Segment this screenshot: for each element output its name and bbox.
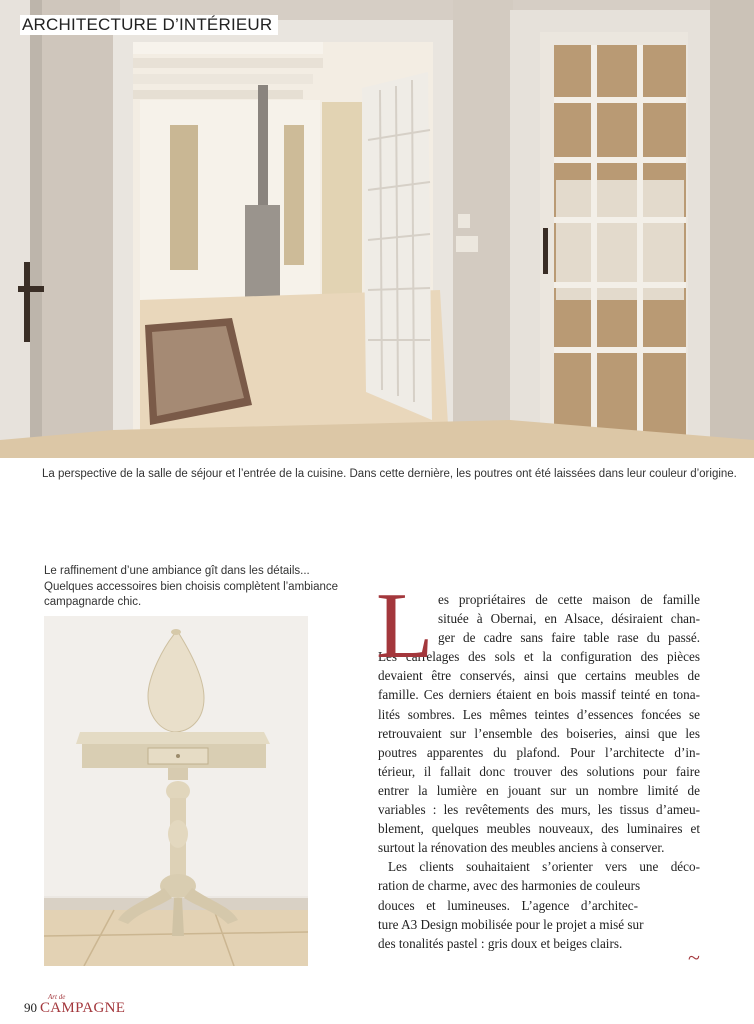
end-of-article-mark: ~ bbox=[688, 945, 700, 970]
article-body bbox=[376, 574, 700, 953]
magazine-logo-name: CAMPAGNE bbox=[40, 1000, 126, 1016]
side-photo-caption bbox=[44, 564, 339, 611]
article-line: des tonalités pastel : gris doux et beiges clairs. bbox=[378, 935, 623, 951]
article-line: ger de cadre sans faire table rase du passé. bbox=[438, 630, 700, 646]
page-number: 90 bbox=[24, 1000, 37, 1015]
magazine-logo-small: Art de bbox=[48, 993, 66, 1001]
article-line: lités sombres. Les mêmes teintes d’essences foncées se bbox=[378, 706, 700, 722]
side-caption-line: Quelques accessoires bien choisis complètent l’ambiance bbox=[44, 580, 339, 593]
article-line: surtout la rénovation des meubles anciens à conserver. bbox=[378, 840, 665, 856]
article-line: ture A3 Design mobilisée pour le projet a misé sur bbox=[378, 916, 644, 932]
article-line: blement, quelques meubles nouveaux, des luminaires et bbox=[378, 821, 700, 837]
article-line: entrer la lumière en jouant sur un nombre limité de bbox=[378, 782, 700, 798]
article-line: Les carrelages des sols et la configuration des pièces bbox=[378, 649, 700, 665]
article-line: térieur, il fallait donc trouver des solutions pour faire bbox=[378, 763, 700, 779]
article-line: douces et lumineuses. L’agence d’architec- bbox=[378, 897, 638, 913]
article-line: es propriétaires de cette maison de famille bbox=[438, 592, 700, 607]
side-photo bbox=[44, 616, 308, 966]
article-line: retrouvaient sur l’ensemble des boiseries, ainsi que les bbox=[378, 725, 700, 741]
top-photo bbox=[0, 0, 754, 458]
article-line: devaient être conservés, ainsi que certains meubles de bbox=[378, 668, 700, 684]
top-photo-caption: La perspective de la salle de séjour et l’entrée de la cuisine. Dans cette dernière, les poutres ont été laissées dans leur couleur d’origine. bbox=[42, 468, 737, 480]
console-table-image bbox=[44, 616, 308, 966]
magazine-logo bbox=[40, 993, 126, 1019]
page-footer bbox=[24, 993, 126, 1019]
side-caption-line: campagnarde chic. bbox=[44, 596, 142, 608]
article-line: Les clients souhaitaient s’orienter vers une déco- bbox=[388, 859, 700, 875]
article-line: variables : les revêtements des murs, les tissus d’ameu- bbox=[378, 802, 700, 818]
drop-cap: L bbox=[376, 574, 434, 678]
article-line: ration de charme, avec des harmonies de couleurs bbox=[378, 878, 641, 894]
interior-perspective-image bbox=[0, 0, 754, 458]
section-label: ARCHITECTURE D’INTÉRIEUR bbox=[20, 15, 278, 35]
article-line: famille. Ces derniers étaient en bois massif teinté en tona- bbox=[378, 687, 700, 703]
article-paragraph bbox=[378, 857, 700, 952]
article-line: située à Obernai, en Alsace, désiraient chan- bbox=[438, 611, 700, 627]
side-caption-line: Le raffinement d’une ambiance gît dans les détails... bbox=[44, 565, 310, 577]
article-line: poutres apparentes du plafond. Pour l’architecte d’in- bbox=[378, 744, 700, 760]
